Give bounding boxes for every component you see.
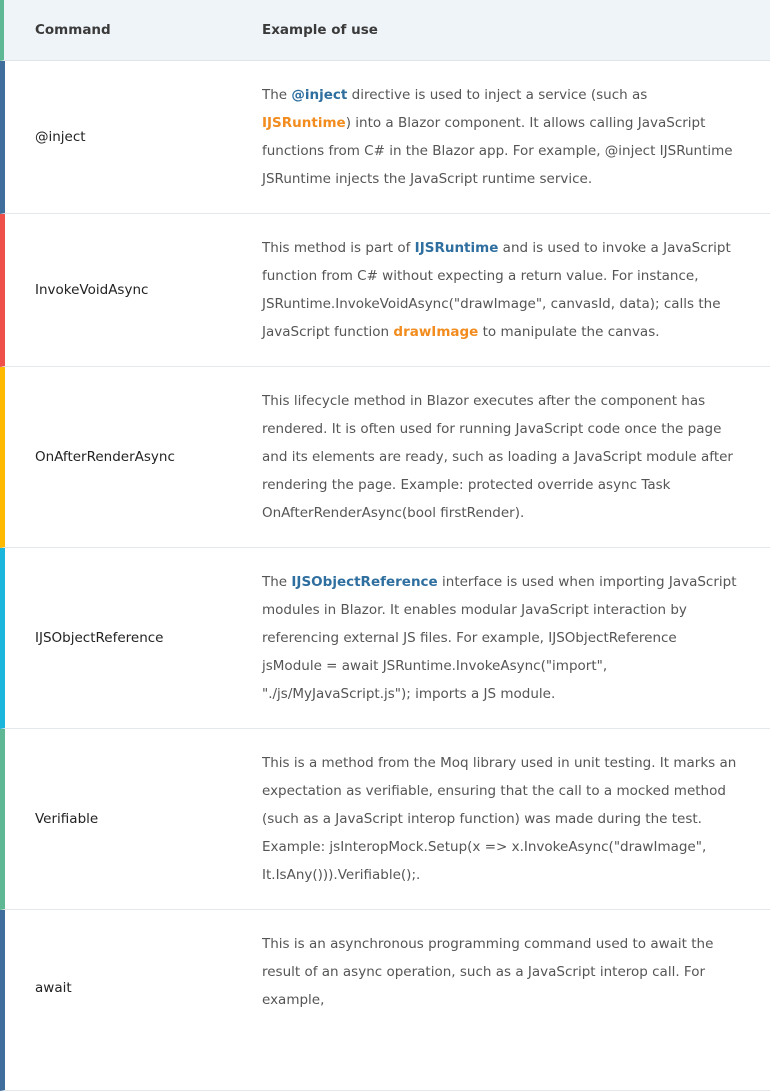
description-cell: This is a method from the Moq library used in unit testing. It marks an expectation as verifiable, ensuring that the call to a mocked method (such as a JavaScript interop function) was made during the test. Example: jsInteropMock.Setup(x => x.InvokeAsync("drawImage", It.IsAny())).Verifiable();.: [262, 755, 737, 883]
table-row: [0, 910, 770, 1091]
description-cell: This lifecycle method in Blazor executes after the component has rendered. It is often used for running JavaScript code once the page and its elements are ready, such as loading a JavaScript module after rendering the page. Example: protected override async Task OnAfterRenderAsync(bool firstRender).: [262, 393, 733, 521]
description-text: ) into a Blazor component. It allows calling JavaScript functions from C# in the Blazor app. For example, @inject IJSRuntime JSRuntime injects the JavaScript runtime service.: [262, 115, 733, 187]
table-row: [0, 367, 770, 548]
command-cell: await: [35, 980, 72, 996]
description-text: to manipulate the canvas.: [478, 324, 660, 340]
description-text: and is used to invoke a JavaScript function from C# without expecting a return value. For instance, JSRuntime.InvokeVoidAsync("drawImage", canvasId, data); calls the JavaScript function: [262, 240, 731, 340]
table-row: [0, 548, 770, 729]
command-cell: Verifiable: [35, 811, 99, 827]
description-text: interface is used when importing JavaScript modules in Blazor. It enables modular JavaScript interaction by referencing external JS files. For example, IJSObjectReference jsModule = await JSRuntime.InvokeAsync("import", "./js/MyJavaScript.js"); imports a JS module.: [262, 574, 737, 702]
table-row: [0, 61, 770, 214]
command-cell: OnAfterRenderAsync: [35, 449, 175, 465]
description-cell: [258, 61, 738, 213]
description-cell: [258, 214, 738, 366]
keyword-highlight: IJSRuntime: [262, 115, 346, 131]
header-command: Command: [35, 22, 111, 38]
table-row: [0, 729, 770, 910]
description-text: This method is part of: [262, 240, 415, 256]
description-cell: This is an asynchronous programming command used to await the result of an async operation, such as a JavaScript interop call. For example,: [262, 936, 714, 1008]
table-row: [0, 214, 770, 367]
keyword-highlight: IJSRuntime: [414, 240, 499, 256]
keyword-highlight: IJSObjectReference: [291, 574, 438, 590]
table-header: [0, 0, 770, 61]
description-text: The: [262, 87, 292, 103]
command-cell: InvokeVoidAsync: [35, 282, 149, 298]
header-example: Example of use: [262, 22, 378, 38]
keyword-highlight: @inject: [291, 87, 348, 103]
keyword-highlight: drawImage: [393, 324, 479, 340]
description-cell: [258, 548, 738, 728]
command-cell: IJSObjectReference: [35, 630, 164, 646]
command-cell: @inject: [35, 129, 86, 145]
description-text: directive is used to inject a service (such as: [347, 87, 648, 103]
description-text: The: [262, 574, 292, 590]
